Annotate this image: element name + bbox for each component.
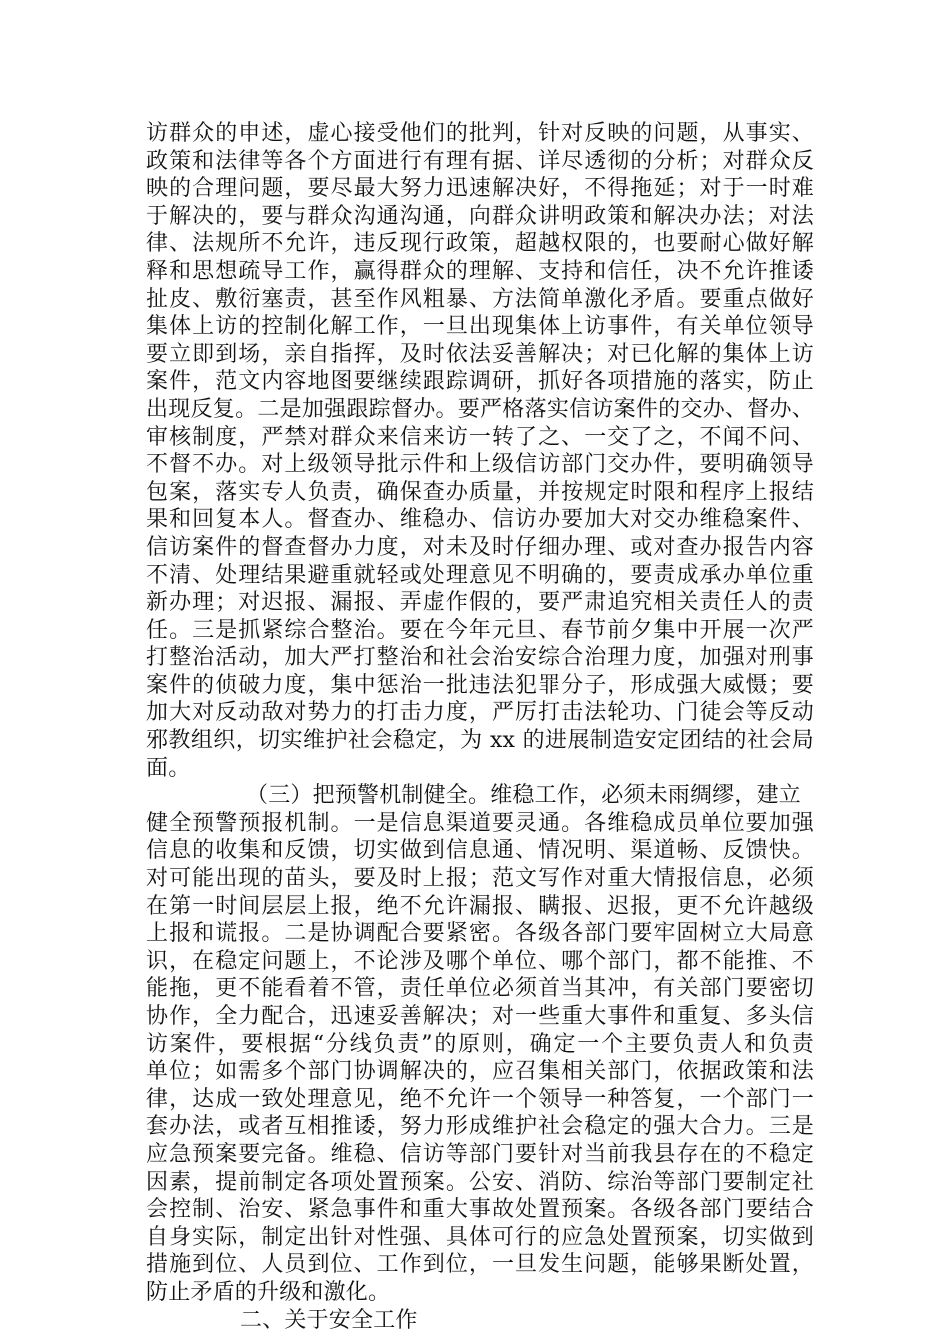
document-body bbox=[146, 120, 814, 1334]
text-line: 扯皮、敷衍塞责，甚至作风粗暴、方法简单激化矛盾。要重点做好 bbox=[146, 286, 814, 312]
text-line: 会控制、治安、紧急事件和重大事故处置预案。各级各部门要结合 bbox=[146, 1197, 814, 1223]
section-heading: 二、关于安全工作 bbox=[240, 1307, 418, 1333]
text-line: 自身实际，制定出针对性强、具体可行的应急处置预案，切实做到 bbox=[146, 1224, 814, 1250]
text-line: 信息的收集和反馈，切实做到信息通、情况明、渠道畅、反馈快。 bbox=[146, 838, 814, 864]
text-line: 因素，提前制定各项处置预案。公安、消防、综治等部门要制定社 bbox=[146, 1169, 814, 1195]
text-line: 健全预警预报机制。一是信息渠道要灵通。各维稳成员单位要加强 bbox=[146, 810, 814, 836]
text-line: 识，在稳定问题上，不论涉及哪个单位、哪个部门，都不能推、不 bbox=[146, 948, 814, 974]
text-line: 措施到位、人员到位、工作到位，一旦发生问题，能够果断处置， bbox=[146, 1252, 814, 1278]
text-line: 映的合理问题，要尽最大努力迅速解决好，不得拖延；对于一时难 bbox=[146, 176, 814, 202]
text-line: 在第一时间层层上报，绝不允许漏报、瞒报、迟报，更不允许越级 bbox=[146, 893, 814, 919]
text-line: 不督不办。对上级领导批示件和上级信访部门交办件，要明确领导 bbox=[146, 452, 814, 478]
text-line: 邪教组织，切实维护社会稳定，为 xx 的进展制造安定团结的社会局 bbox=[146, 728, 814, 754]
section-heading: （三）把预警机制健全。维稳工作，必须未雨绸缪，建立 bbox=[246, 783, 802, 809]
text-line: 上报和谎报。二是协调配合要紧密。各级各部门要牢固树立大局意 bbox=[146, 921, 814, 947]
text-line: 于解决的，要与群众沟通沟通，向群众讲明政策和解决办法；对法 bbox=[146, 203, 814, 229]
text-line: 果和回复本人。督查办、维稳办、信访办要加大对交办维稳案件、 bbox=[146, 507, 814, 533]
text-line: 套办法，或者互相推诿，努力形成维护社会稳定的强大合力。三是 bbox=[146, 1114, 814, 1140]
text-line: 访群众的申述，虚心接受他们的批判，针对反映的问题，从事实、 bbox=[146, 121, 814, 146]
text-line: 政策和法律等各个方面进行有理有据、详尽透彻的分析；对群众反 bbox=[146, 148, 814, 174]
text-line: 审核制度，严禁对群众来信来访一转了之、一交了之，不闻不问、 bbox=[146, 424, 814, 450]
text-line: 案件的侦破力度，集中惩治一批违法犯罪分子，形成强大威慑；要 bbox=[146, 672, 814, 698]
text-line: 打整治活动，加大严打整治和社会治安综合治理力度，加强对刑事 bbox=[146, 645, 814, 671]
text-line: 对可能出现的苗头，要及时上报；范文写作对重大情报信息，必须 bbox=[146, 866, 814, 892]
text-line: 包案，落实专人负责，确保查办质量，并按规定时限和程序上报结 bbox=[146, 479, 814, 505]
text-line: 应急预案要完备。维稳、信访等部门要针对当前我县存在的不稳定 bbox=[146, 1141, 814, 1167]
text-line: 信访案件的督查督办力度，对未及时仔细办理、或对查办报告内容 bbox=[146, 534, 814, 560]
text-line: 新办理；对迟报、漏报、弄虚作假的，要严肃追究相关责任人的责 bbox=[146, 590, 814, 616]
text-line: 释和思想疏导工作，赢得群众的理解、支持和信任，决不允许推诿 bbox=[146, 258, 814, 284]
text-line: 不清、处理结果避重就轻或处理意见不明确的，要责成承办单位重 bbox=[146, 562, 814, 588]
text-line: 能拖，更不能看着不管，责任单位必须首当其冲，有关部门要密切 bbox=[146, 976, 814, 1002]
text-line: 任。三是抓紧综合整治。要在今年元旦、春节前夕集中开展一次严 bbox=[146, 617, 814, 643]
text-line: 加大对反动敌对势力的打击力度，严厉打击法轮功、门徒会等反动 bbox=[146, 700, 814, 726]
text-line: 出现反复。二是加强跟踪督办。要严格落实信访案件的交办、督办、 bbox=[146, 396, 814, 422]
text-line: 律，达成一致处理意见，绝不允许一个领导一种答复，一个部门一 bbox=[146, 1086, 814, 1112]
text-line: 集体上访的控制化解工作，一旦出现集体上访事件，有关单位领导 bbox=[146, 314, 814, 340]
text-line: 律、法规所不允许，违反现行政策，超越权限的，也要耐心做好解 bbox=[146, 231, 814, 257]
text-line: 单位；如需多个部门协调解决的，应召集相关部门，依据政策和法 bbox=[146, 1059, 814, 1085]
text-line: 访案件，要根据“分线负责”的原则，确定一个主要负责人和负责 bbox=[146, 1031, 814, 1057]
text-line: 防止矛盾的升级和激化。 bbox=[146, 1279, 391, 1305]
text-line: 面。 bbox=[146, 755, 191, 781]
text-line: 案件，范文内容地图要继续跟踪调研，抓好各项措施的落实，防止 bbox=[146, 369, 814, 395]
text-line: 协作，全力配合，迅速妥善解决；对一些重大事件和重复、多头信 bbox=[146, 1004, 814, 1029]
text-line: 要立即到场，亲自指挥，及时依法妥善解决；对已化解的集体上访 bbox=[146, 341, 814, 367]
